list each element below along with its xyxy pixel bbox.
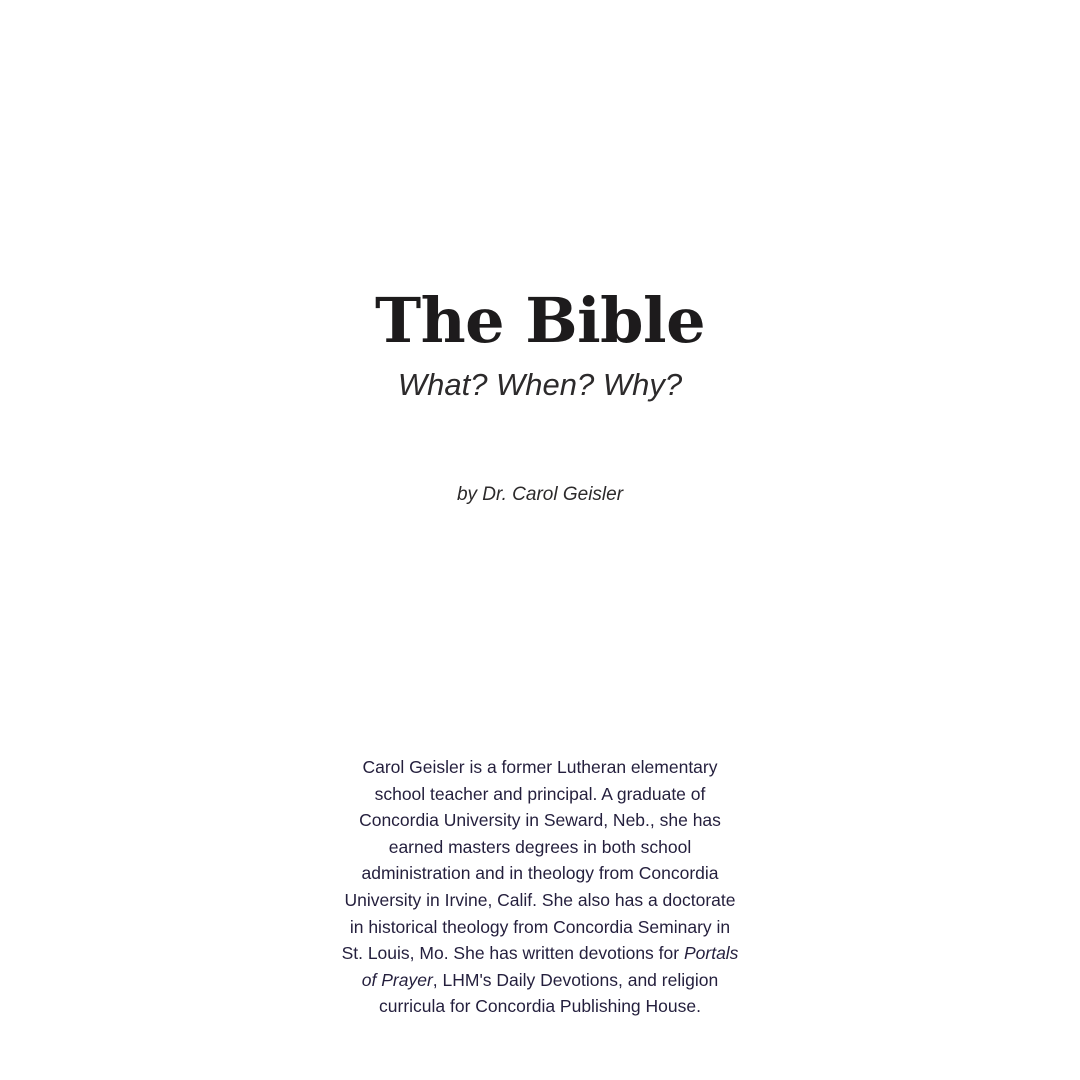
author-bio-part-2: , LHM's Daily Devotions, and religion curricula for Concordia Publishing House. [379, 969, 719, 1017]
author-bio-part-1: Carol Geisler is a former Lutheran elementary school teacher and principal. A graduate of Concordia University in Seward, Neb., she has earned masters degrees in both school administration and in theology from Concordia University in Irvine, Calif. She also has a doctorate in historical theology from Concordia Seminary in St. Louis, Mo. She has written devotions for [341, 757, 736, 964]
byline: by Dr. Carol Geisler [456, 484, 624, 505]
title-block [0, 284, 1080, 403]
author-bio [340, 754, 740, 1020]
author-bio-italic-title: Portals of Prayer [361, 943, 739, 990]
page-subtitle: What? When? Why? [397, 367, 683, 402]
page-title: The Bible [374, 284, 706, 357]
